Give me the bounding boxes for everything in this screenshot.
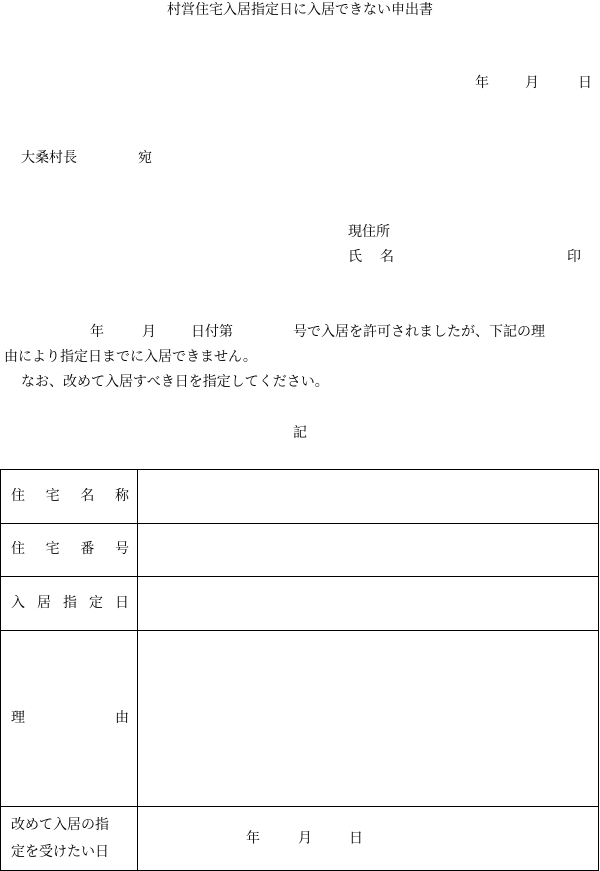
body-permit-year: 年 <box>90 324 104 340</box>
table-row <box>1 524 599 577</box>
applicant-name-label-part1: 氏 <box>348 249 362 265</box>
table-row <box>1 577 599 631</box>
table-row <box>1 631 599 807</box>
reason-field[interactable] <box>138 631 599 807</box>
body-line-3: なお、改めて入居すべき日を指定してください。 <box>21 374 329 390</box>
requested-date-label <box>1 807 138 871</box>
housing-number-field[interactable] <box>138 524 599 577</box>
housing-name-label: 住宅名称 <box>1 470 138 524</box>
applicant-name-label-part2: 名 <box>380 249 394 265</box>
requested-date-label-line2: 定を受けたい日 <box>11 843 109 860</box>
table-row <box>1 470 599 524</box>
move-in-date-label: 入居指定日 <box>1 577 138 631</box>
date-year-label: 年 <box>475 75 489 91</box>
applicant-address-label: 現住所 <box>348 224 390 240</box>
requested-date-day: 日 <box>349 829 363 846</box>
move-in-date-field[interactable] <box>138 577 599 631</box>
body-line-1: 号で入居を許可されましたが、下記の理 <box>293 324 545 340</box>
addressee: 大桑村長 <box>21 150 77 166</box>
detail-table <box>0 469 599 871</box>
date-month-label: 月 <box>525 75 539 91</box>
housing-name-field[interactable] <box>138 470 599 524</box>
requested-date-label-line1: 改めて入居の指 <box>11 816 109 833</box>
addressee-suffix: 宛 <box>138 150 152 166</box>
body-permit-month: 月 <box>142 324 156 340</box>
date-day-label: 日 <box>578 75 592 91</box>
reason-label: 理由 <box>1 631 138 807</box>
requested-date-field[interactable] <box>138 807 599 871</box>
body-permit-dated: 日付第 <box>191 324 233 340</box>
seal-mark: 印 <box>567 249 581 265</box>
housing-number-label: 住宅番号 <box>1 524 138 577</box>
requested-date-month: 月 <box>298 829 312 846</box>
ki-heading: 記 <box>293 425 307 441</box>
table-row <box>1 807 599 871</box>
body-line-2: 由により指定日までに入居できません。 <box>4 349 257 365</box>
requested-date-year: 年 <box>246 829 260 846</box>
document-title: 村営住宅入居指定日に入居できない申出書 <box>167 2 433 18</box>
